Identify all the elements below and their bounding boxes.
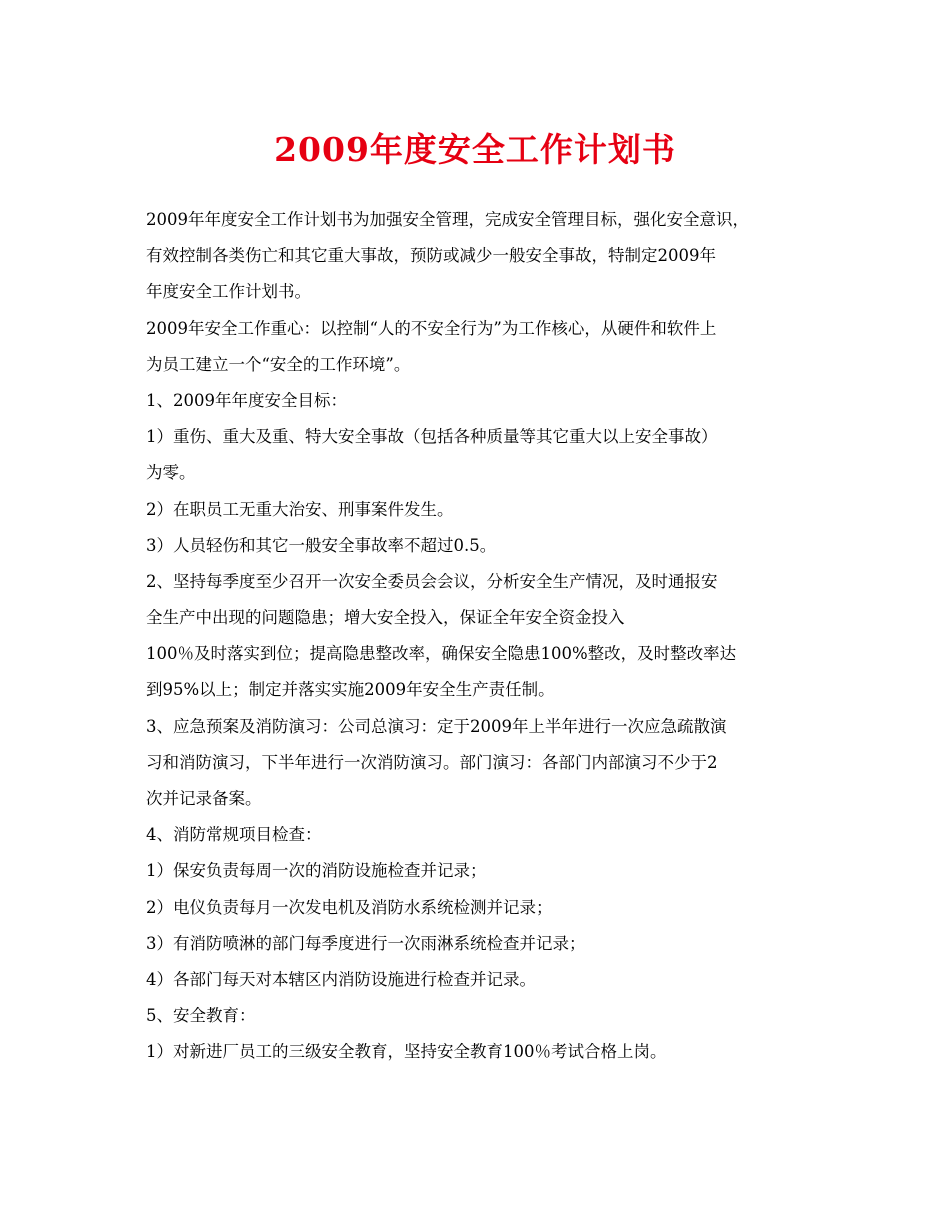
list-item-continuation: 为零。 bbox=[146, 463, 196, 483]
list-item: 1）对新进厂员工的三级安全教育，坚持安全教育100％考试合格上岗。 bbox=[146, 1042, 667, 1062]
paragraph-line: 年度安全工作计划书。 bbox=[146, 282, 311, 302]
paragraph-line: 到95%以上；制定并落实实施2009年安全生产责任制。 bbox=[146, 680, 555, 700]
paragraph-line: 习和消防演习，下半年进行一次消防演习。部门演习：各部门内部演习不少于2 bbox=[146, 752, 718, 772]
list-item: 3）人员轻伤和其它一般安全事故率不超过0.5。 bbox=[146, 535, 497, 555]
document-body bbox=[146, 202, 836, 1071]
paragraph-line: 次并记录备案。 bbox=[146, 789, 262, 808]
paragraph-line: 为员工建立一个“安全的工作环境”。 bbox=[146, 354, 411, 374]
paragraph-line: 2009年年度安全工作计划书为加强安全管理，完成安全管理目标，强化安全意识， bbox=[146, 210, 749, 229]
list-item: 1）保安负责每周一次的消防设施检查并记录； bbox=[146, 861, 487, 881]
section-heading: 2、坚持每季度至少召开一次安全委员会会议，分析安全生产情况，及时通报安 bbox=[146, 571, 718, 591]
list-item: 3）有消防喷淋的部门每季度进行一次雨淋系统检查并记录； bbox=[146, 933, 586, 953]
paragraph-line: 全生产中出现的问题隐患；增大安全投入，保证全年安全资金投入 bbox=[146, 608, 625, 628]
list-item: 4）各部门每天对本辖区内消防设施进行检查并记录。 bbox=[146, 969, 536, 989]
section-heading: 4、消防常规项目检查： bbox=[146, 825, 322, 845]
paragraph-line: 2009年安全工作重心：以控制“人的不安全行为”为工作核心，从硬件和软件上 bbox=[146, 318, 717, 338]
paragraph-line: 有效控制各类伤亡和其它重大事故，预防或减少一般安全事故，特制定2009年 bbox=[146, 246, 716, 266]
list-item: 2）电仪负责每月一次发电机及消防水系统检测并记录； bbox=[146, 897, 553, 917]
list-item: 1）重伤、重大及重、特大安全事故（包括各种质量等其它重大以上安全事故） bbox=[146, 427, 718, 447]
section-heading: 5、安全教育： bbox=[146, 1006, 256, 1026]
paragraph-line: 100％及时落实到位；提高隐患整改率，确保安全隐患100%整改，及时整改率达 bbox=[146, 644, 737, 664]
section-heading: 1、2009年年度安全目标： bbox=[146, 390, 347, 410]
document-title: 2009年度安全工作计划书 bbox=[274, 130, 676, 169]
list-item: 2）在职员工无重大治安、刑事案件发生。 bbox=[146, 499, 454, 519]
section-heading: 3、应急预案及消防演习：公司总演习：定于2009年上半年进行一次应急疏散演 bbox=[146, 716, 727, 736]
